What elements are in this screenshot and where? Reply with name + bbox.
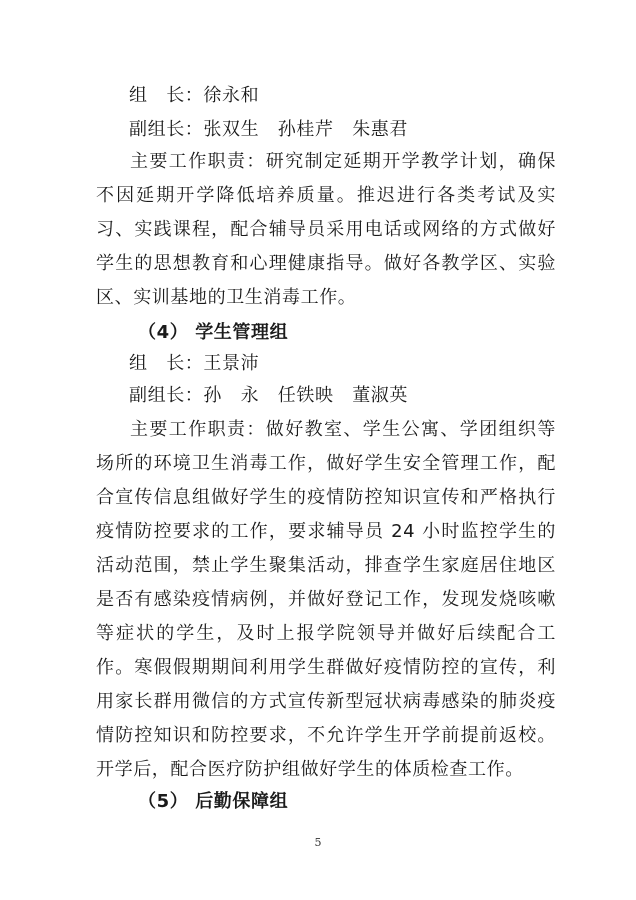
group3-duties: 主要工作职责：研究制定延期开学教学计划，确保不因延期开学降低培养质量。推迟进行各类考试及实习、实践课程，配合辅导员采用电话或网络的方式做好学生的思想教育和心理健康指导。做好各教学区、实验区、实训基地的卫生消毒工作。	[96, 151, 556, 308]
group5-heading: （5） 后勤保障组	[138, 791, 289, 812]
group4-duties: 主要工作职责：做好教室、学生公寓、学团组织等场所的环境卫生消毒工作，做好学生安全管理工作，配合宣传信息组做好学生的疫情防控知识宣传和严格执行疫情防控要求的工作，要求辅导员 24 小时监控学生的活动范围，禁止学生聚集活动，排查学生家庭居住地区是否有感染疫情病例，并做好登记工作，发现发烧咳嗽等症状的学生，及时上报学院领导并做好后续配合工作。寒假假期期间利用学生群做好疫情防控的宣传，利用家长群用微信的方式宣传新型冠状病毒感染的肺炎疫情防控知识和防控要求，不允许学生开学前提前返校。开学后，配合医疗防护组做好学生的体质检查工作。	[96, 419, 556, 780]
page-number: 5	[314, 836, 322, 849]
group4-heading: （4） 学生管理组	[138, 322, 289, 343]
group4-leader: 组 长：王景沛	[129, 353, 260, 374]
group3-leader: 组 长：徐永和	[129, 85, 260, 106]
group3-deputy: 副组长：张双生 孙桂芹 朱惠君	[129, 119, 408, 140]
group4-deputy: 副组长：孙 永 任铁映 董淑英	[129, 385, 408, 406]
